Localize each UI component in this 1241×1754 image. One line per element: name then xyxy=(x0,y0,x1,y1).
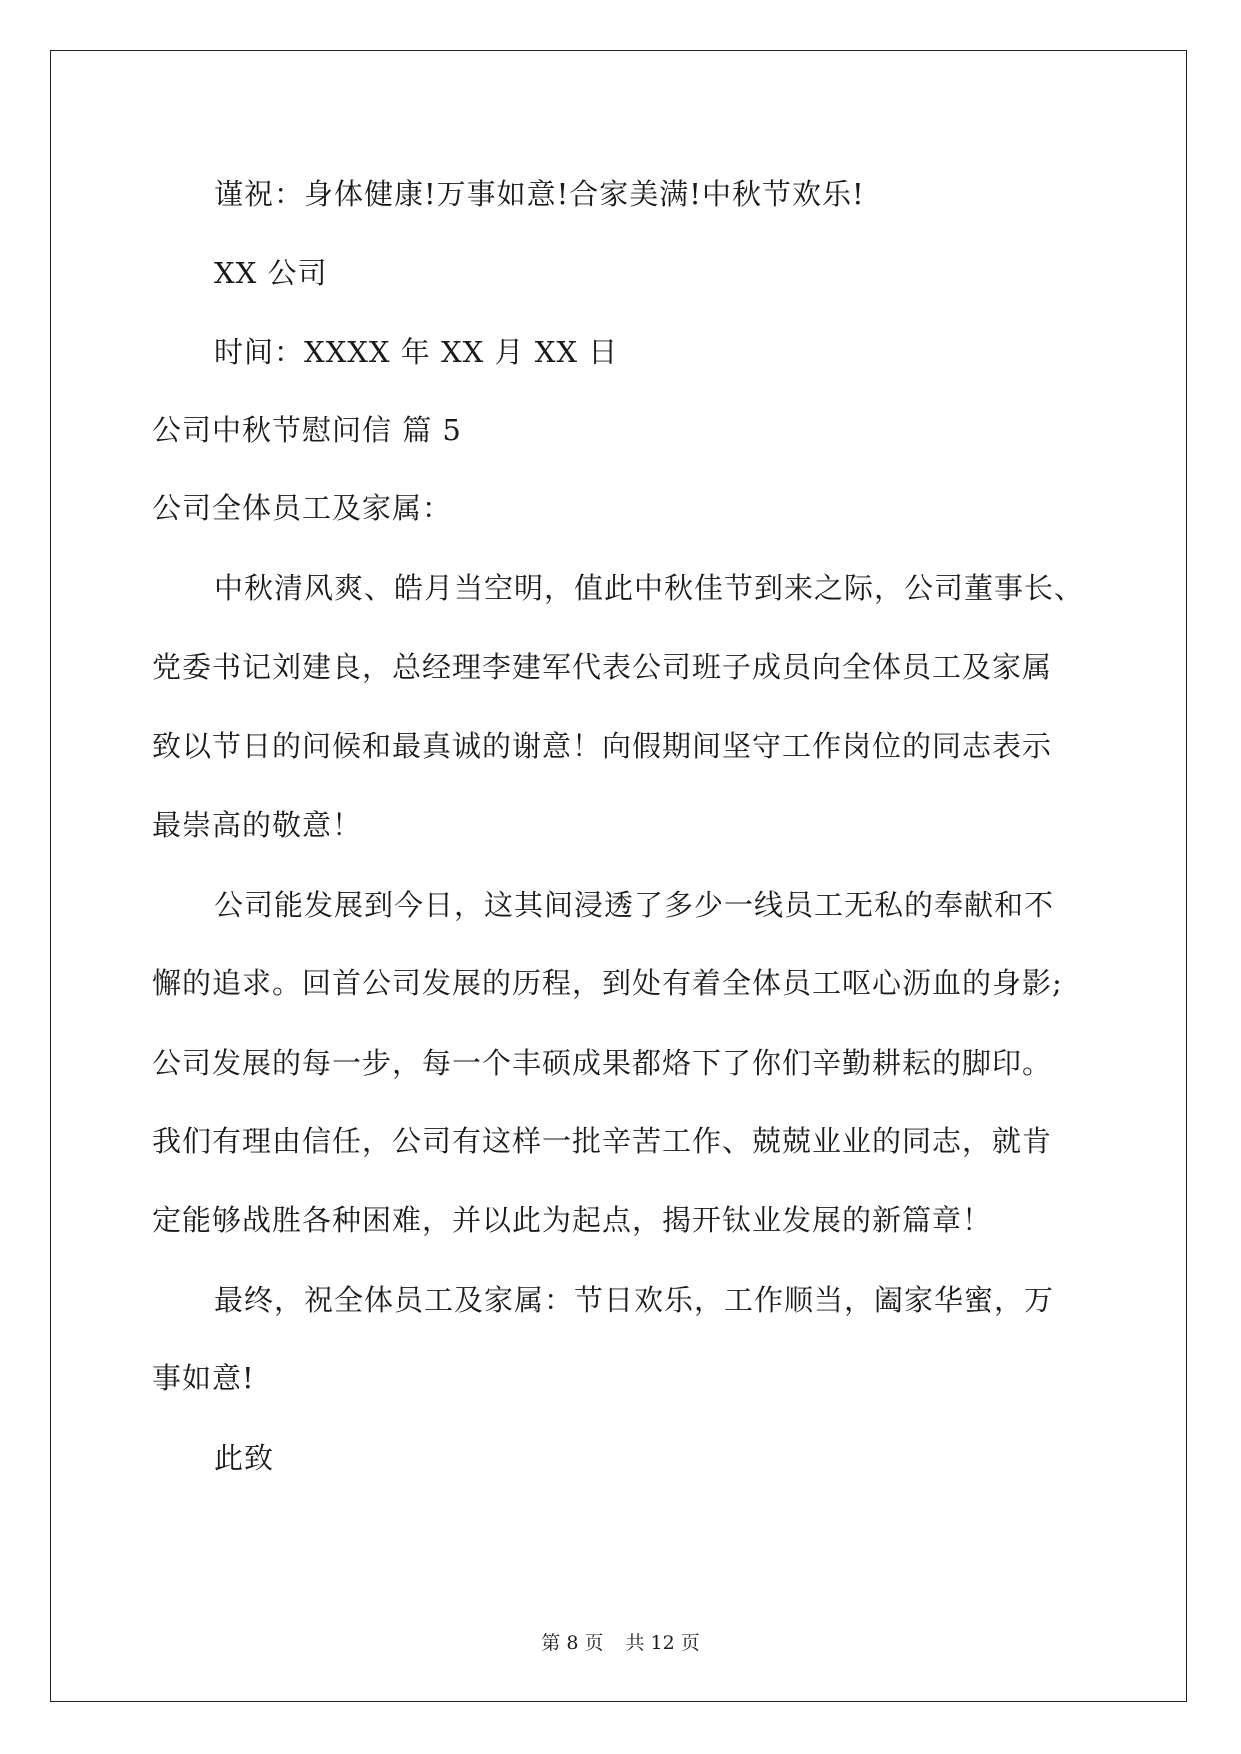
page-number-total: 共 12 页 xyxy=(625,1632,700,1654)
signature-date: 时间：XXXX 年 XX 月 XX 日 xyxy=(214,335,619,369)
page-footer xyxy=(0,1630,1241,1656)
paragraph-line: 公司发展的每一步，每一个丰硕成果都烙下了你们辛勤耕耘的脚印。 xyxy=(152,1046,1053,1080)
paragraph-line: 致以节日的问候和最真诚的谢意！向假期间坚守工作岗位的同志表示 xyxy=(152,729,1053,763)
salutation: 公司全体员工及家属： xyxy=(152,491,453,525)
page-number-current: 第 8 页 xyxy=(541,1632,604,1654)
paragraph-line: 懈的追求。回首公司发展的历程，到处有着全体员工呕心沥血的身影; xyxy=(152,966,1063,1000)
signature-company: XX 公司 xyxy=(214,256,328,290)
paragraph-line: 最终，祝全体员工及家属：节日欢乐，工作顺当，阖家华蜜，万 xyxy=(214,1283,1055,1317)
closing-wish-line: 谨祝：身体健康!万事如意!合家美满!中秋节欢乐! xyxy=(214,177,865,211)
paragraph-line: 最崇高的敬意！ xyxy=(152,808,363,842)
paragraph-line: 公司能发展到今日，这其间浸透了多少一线员工无私的奉献和不 xyxy=(214,888,1055,922)
paragraph-line: 事如意! xyxy=(152,1361,255,1395)
closing-phrase: 此致 xyxy=(214,1441,275,1475)
paragraph-line: 我们有理由信任，公司有这样一批辛苦工作、兢兢业业的同志，就肯 xyxy=(152,1124,1053,1158)
paragraph-line: 定能够战胜各种困难，并以此为起点，揭开钛业发展的新篇章！ xyxy=(152,1203,993,1237)
paragraph-line: 党委书记刘建良，总经理李建军代表公司班子成员向全体员工及家属 xyxy=(152,650,1053,684)
section-title: 公司中秋节慰问信 篇 5 xyxy=(152,413,462,447)
paragraph-line: 中秋清风爽、皓月当空明，值此中秋佳节到来之际，公司董事长、 xyxy=(214,571,1085,605)
